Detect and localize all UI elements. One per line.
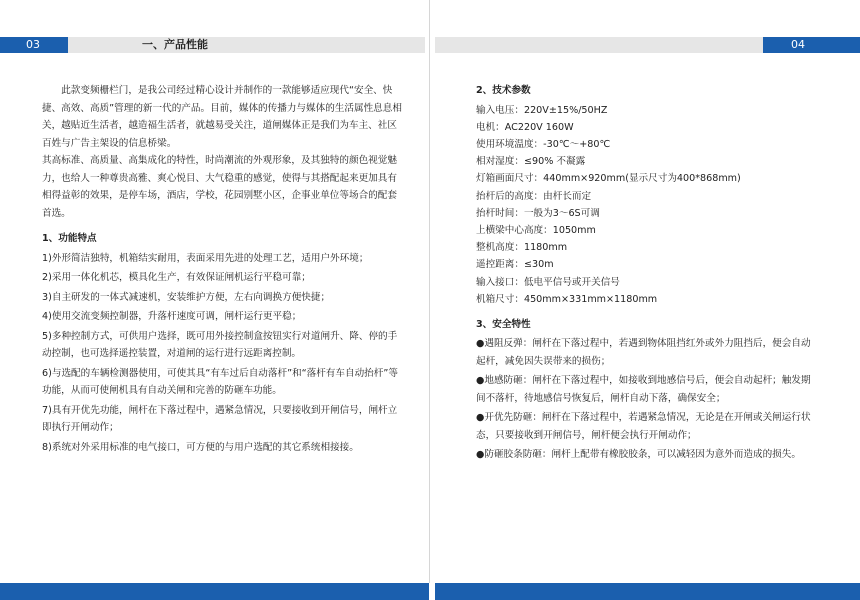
spec-line: 相对湿度：≤90% 不凝露 <box>476 156 586 168</box>
left-column <box>42 82 402 458</box>
safety-item: ●地感防砸：闸杆在下落过程中，如接收到地感信号后，便会自动起杆；触发期间不落杆，待地感信号恢复后，闸杆自动下落，确保安全； <box>476 375 811 404</box>
feature-item: 6)与选配的车辆检测器使用，可使其具“有车过后自动落杆”和“落杆有车自动抬杆”等功能，从而可使闸机具有自动关闸和完善的防砸车功能。 <box>42 367 398 396</box>
right-column <box>476 82 816 466</box>
section-title: 一、产品性能 <box>142 38 208 51</box>
feature-item: 3)自主研发的一体式减速机，安装维护方便，左右向调换方便快捷； <box>42 291 331 303</box>
feature-item: 5)多种控制方式，可供用户选择，既可用外接控制盒按钮实行对道闸升、降、停的手动控制，也可选择遥控装置，对道闸的运行进行远距离控制。 <box>42 330 398 359</box>
spec-line: 灯箱画面尺寸：440mm×920mm(显示尺寸为400*868mm) <box>476 173 741 185</box>
spec-line: 抬杆时间：一般为3～6S可调 <box>476 207 600 219</box>
safety-heading: 3、安全特性 <box>476 318 531 330</box>
safety-item: ●防砸胶条防砸：闸杆上配带有橡胶胶条，可以减轻因为意外而造成的损失。 <box>476 449 801 461</box>
safety-item: ●遇阻反弹：闸杆在下落过程中，若遇到物体阻挡红外或外力阻挡后，便会自动起杆，减免因失误带来的损伤； <box>476 338 811 367</box>
spec-line: 抬杆后的高度：由杆长而定 <box>476 190 592 202</box>
spec-line: 上横梁中心高度：1050mm <box>476 224 596 236</box>
feature-item: 2)采用一体化机芯，模具化生产，有效保证闸机运行平稳可靠； <box>42 272 311 283</box>
spec-line: 电机：AC220V 160W <box>476 121 574 133</box>
spec-line: 遥控距离：≤30m <box>476 259 554 271</box>
features-heading: 1、功能特点 <box>42 233 97 244</box>
feature-item: 1)外形简洁独特，机箱结实耐用，表面采用先进的处理工艺，适用户外环境； <box>42 252 369 264</box>
spec-line: 输入电压：220V±15%/50HZ <box>476 104 608 116</box>
footer-spine-gap <box>429 583 435 600</box>
intro-paragraph-1: 此款变频栅栏门，是我公司经过精心设计并制作的一款能够适应现代“安全、快捷、高效、高质”管理的新一代的产品。目前，媒体的传播力与媒体的生活属性息息相关，越贴近生活者，越造福生活者，就越易受关注，道闸媒体正是我们为车主、社区百姓与广告主架设的信息桥梁。 <box>42 85 402 149</box>
spec-line: 整机高度：1180mm <box>476 242 568 254</box>
intro-paragraph-2: 其高标准、高质量、高集成化的特性，时尚潮流的外观形象，及其独特的颜色视觉魅力，也给人一种尊贵高雅、爽心悦目、大气稳重的感觉，使得与其搭配起来更加具有相得益彰的效果，是停车场，酒店，学校，花园别墅小区，企事业单位等场合的配套首选。 <box>42 155 397 219</box>
spec-line: 使用环境温度：-30℃～+80℃ <box>476 138 611 150</box>
safety-item: ●开优先防砸：闸杆在下落过程中，若遇紧急情况，无论是在开闸或关闸运行状态，只要接收到开闸信号，闸杆便会执行开闸动作； <box>476 412 811 441</box>
tech-specs-heading: 2、技术参数 <box>476 85 531 96</box>
spec-line: 机箱尺寸：450mm×331mm×1180mm <box>476 293 658 305</box>
left-page-number: 03 <box>0 37 68 53</box>
feature-item: 7)具有开优先功能，闸杆在下落过程中，遇紧急情况，只要接收到开闸信号，闸杆立即执行开闸动作； <box>42 404 398 433</box>
spec-line: 输入接口：低电平信号或开关信号 <box>476 276 620 288</box>
right-page-number: 04 <box>763 37 860 53</box>
feature-item: 4)使用交流变频控制器，升落杆速度可调，闸杆运行更平稳； <box>42 311 302 322</box>
feature-item: 8)系统对外采用标准的电气接口，可方便的与用户选配的其它系统相接接。 <box>42 441 359 453</box>
page-spine <box>429 0 430 600</box>
